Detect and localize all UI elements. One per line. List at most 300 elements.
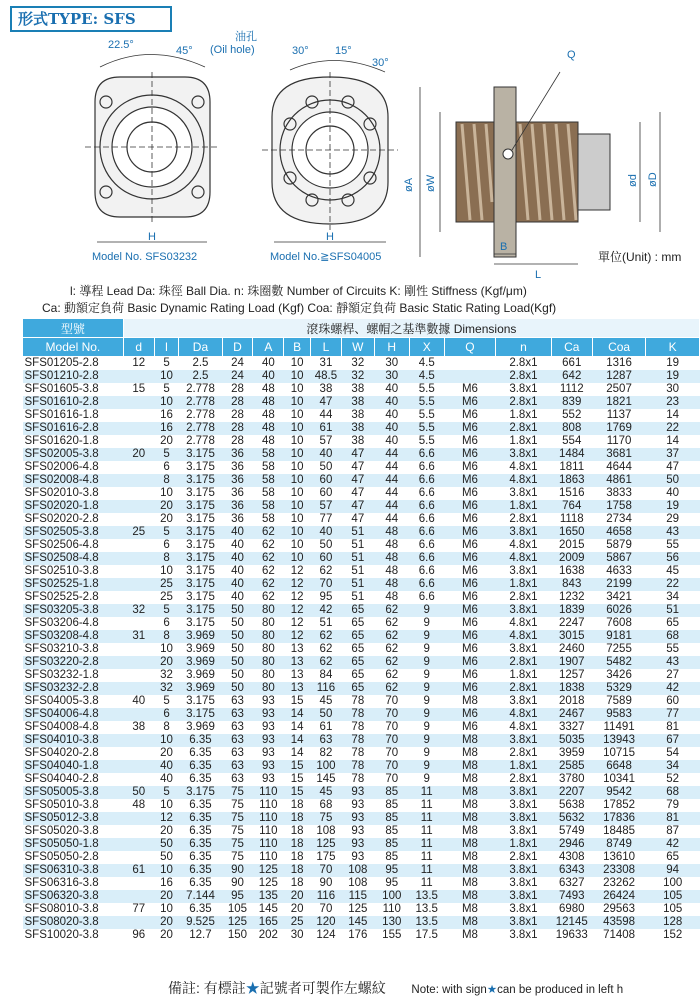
table-cell: 116 — [311, 890, 342, 903]
table-cell: 44 — [385, 487, 399, 499]
table-cell — [123, 513, 154, 526]
table-cell: 5.5 — [418, 435, 435, 447]
table-cell: 93 — [351, 851, 365, 863]
table-cell: 661 — [562, 357, 582, 369]
table-cell: 96 — [132, 929, 146, 941]
table-cell: 3426 — [606, 669, 632, 681]
table-cell: 22 — [646, 578, 700, 591]
table-cell: 1838 — [551, 682, 592, 695]
table-cell: 3.969 — [186, 721, 215, 733]
table-cell: 81 — [666, 721, 680, 733]
table-cell: 10 — [160, 799, 173, 811]
table-cell: 13 — [284, 682, 311, 695]
table-cell: 19 — [666, 357, 680, 369]
table-cell: 87 — [666, 825, 680, 837]
column-header-10: Q — [444, 338, 495, 357]
model-header-zh: 型號 — [23, 319, 124, 338]
table-cell: M8 — [461, 851, 478, 863]
table-cell: 32 — [351, 357, 365, 369]
table-cell: 9 — [409, 734, 444, 747]
table-cell: 3.175 — [186, 565, 215, 577]
table-cell: M6 — [461, 513, 478, 525]
table-cell: 2.778 — [179, 396, 222, 409]
table-cell: 43 — [646, 656, 700, 669]
table-cell: 202 — [258, 929, 278, 941]
table-cell: 38 — [132, 721, 146, 733]
table-cell: 47 — [351, 487, 365, 499]
table-cell: 145 — [258, 903, 278, 915]
table-cell: 2.8x1 — [509, 851, 538, 863]
table-cell: 56 — [646, 552, 700, 565]
table-cell: 115 — [341, 890, 374, 903]
table-cell: 8 — [154, 474, 179, 487]
table-cell: 65 — [341, 630, 374, 643]
table-cell: M8 — [461, 929, 478, 941]
table-cell: 68 — [319, 799, 333, 811]
table-cell: M6 — [444, 578, 495, 591]
table-cell: 65 — [666, 851, 680, 863]
table-cell: 6 — [163, 461, 170, 473]
table-cell: 90 — [222, 864, 253, 877]
table-cell: 20 — [284, 890, 311, 903]
table-cell — [123, 682, 154, 695]
table-cell: 12 — [132, 357, 146, 369]
table-row — [23, 877, 700, 890]
table-cell — [123, 643, 154, 656]
table-cell: 1.8x1 — [496, 760, 552, 773]
column-header-5: B — [284, 338, 311, 357]
table-cell: 32 — [123, 604, 154, 617]
table-row — [23, 656, 700, 669]
table-cell: 20 — [154, 916, 179, 929]
table-cell: 51 — [341, 552, 374, 565]
table-cell: 11 — [409, 864, 444, 877]
table-cell: 60 — [311, 474, 342, 487]
table-cell: 95 — [319, 591, 333, 603]
table-cell: 48 — [253, 422, 284, 435]
table-cell: 6343 — [551, 864, 592, 877]
table-cell: 6.6 — [409, 552, 444, 565]
table-cell: 2467 — [551, 708, 592, 721]
table-cell: 42 — [311, 604, 342, 617]
table-cell: 11 — [420, 851, 433, 863]
table-cell: 63 — [222, 760, 253, 773]
table-row — [23, 721, 700, 734]
model-cell: SFS02505-3.8 — [23, 526, 124, 539]
table-cell: 10 — [290, 357, 304, 369]
table-cell: 78 — [341, 734, 374, 747]
table-cell — [123, 669, 154, 682]
table-cell: 38 — [351, 409, 365, 421]
table-cell: 17.5 — [415, 929, 438, 941]
table-cell: 3.8x1 — [509, 695, 538, 707]
table-cell: 9583 — [592, 708, 645, 721]
table-cell: 3.8x1 — [509, 825, 538, 837]
table-cell: 10 — [290, 409, 304, 421]
table-row — [23, 513, 700, 526]
table-cell: 18 — [290, 825, 304, 837]
table-cell: 3.8x1 — [496, 864, 552, 877]
table-cell: 62 — [374, 604, 409, 617]
column-header-8: H — [374, 338, 409, 357]
table-cell: 2507 — [606, 383, 632, 395]
table-cell: 65 — [666, 617, 680, 629]
table-cell: 12 — [154, 812, 179, 825]
table-cell: 17852 — [603, 799, 636, 811]
table-row — [23, 604, 700, 617]
table-cell: 6.35 — [179, 838, 222, 851]
table-row — [23, 812, 700, 825]
table-cell: 5 — [154, 526, 179, 539]
model-cell: SFS04020-2.8 — [24, 747, 99, 759]
legend — [22, 283, 694, 317]
table-cell — [123, 539, 154, 552]
table-cell: 7493 — [551, 890, 592, 903]
table-cell: M8 — [461, 747, 478, 759]
table-cell: 18485 — [603, 825, 636, 837]
model-cell: SFS03232-2.8 — [23, 682, 124, 695]
table-cell: 28 — [222, 396, 253, 409]
footer-note — [168, 978, 700, 998]
table-cell: 2199 — [592, 578, 645, 591]
table-row — [23, 734, 700, 747]
table-cell: 48 — [132, 799, 146, 811]
table-cell: 6.35 — [189, 825, 212, 837]
table-cell: 67 — [646, 734, 700, 747]
table-cell: 50 — [222, 604, 253, 617]
table-cell: 50 — [154, 838, 179, 851]
table-cell: 12145 — [551, 916, 592, 929]
b-dimension: B — [500, 241, 508, 253]
table-cell: 3780 — [558, 773, 585, 785]
table-cell: 110 — [253, 812, 284, 825]
table-cell: 3.8x1 — [509, 903, 538, 915]
table-cell: 105 — [663, 903, 683, 915]
table-cell: 6.35 — [189, 799, 212, 811]
table-row — [23, 864, 700, 877]
table-cell: 124 — [316, 929, 336, 941]
table-cell: M6 — [444, 526, 495, 539]
model-cell: SFS02010-3.8 — [24, 487, 99, 499]
table-cell: 10 — [154, 370, 179, 383]
table-cell: 7589 — [606, 695, 632, 707]
table-cell: 25 — [154, 578, 179, 591]
table-cell: 4658 — [592, 526, 645, 539]
table-cell: 23308 — [592, 864, 645, 877]
table-cell: 38 — [341, 396, 374, 409]
table-cell: 48 — [374, 526, 409, 539]
q-label: Q — [567, 49, 576, 61]
model-cell: SFS06320-3.8 — [23, 890, 124, 903]
table-cell: 6.35 — [179, 812, 222, 825]
a-dimension: øA — [403, 177, 415, 192]
model-cell: SFS03206-4.8 — [24, 617, 99, 629]
table-cell: 12.7 — [189, 929, 212, 941]
table-row — [23, 409, 700, 422]
table-cell: 1821 — [592, 396, 645, 409]
table-cell: 116 — [311, 682, 342, 695]
table-cell — [123, 396, 154, 409]
table-cell: 24 — [222, 370, 253, 383]
table-cell: 5035 — [551, 734, 592, 747]
table-cell: M6 — [461, 435, 478, 447]
table-cell: 40 — [132, 695, 146, 707]
table-cell: 125 — [348, 903, 368, 915]
table-cell: 58 — [261, 487, 275, 499]
table-cell: 40 — [231, 539, 244, 551]
table-cell: 2018 — [558, 695, 585, 707]
table-cell: 6.6 — [409, 448, 444, 461]
table-cell: 48 — [385, 565, 399, 577]
table-cell: 5867 — [592, 552, 645, 565]
table-cell: 12 — [290, 617, 304, 629]
table-cell: M6 — [461, 461, 478, 473]
table-cell: 77 — [646, 708, 700, 721]
table-cell — [444, 357, 495, 371]
table-cell: 3.8x1 — [509, 929, 538, 941]
table-cell: 62 — [261, 539, 275, 551]
table-cell: 10 — [160, 903, 173, 915]
table-cell: 75 — [311, 812, 342, 825]
table-cell: 60 — [666, 695, 680, 707]
table-cell: 11 — [420, 877, 433, 889]
table-row — [23, 929, 700, 942]
table-cell: 6.35 — [189, 903, 212, 915]
table-cell: 130 — [374, 916, 409, 929]
table-cell: 20 — [160, 513, 173, 525]
table-cell: 14 — [284, 708, 311, 721]
table-cell: 1638 — [558, 565, 585, 577]
table-row — [23, 773, 700, 786]
column-header-6: L — [311, 338, 342, 357]
model-cell: SFS01210-2.8 — [23, 370, 124, 383]
table-cell: 23262 — [603, 877, 636, 889]
table-cell: 175 — [316, 851, 336, 863]
table-cell: 62 — [261, 591, 275, 603]
table-cell: 9.525 — [179, 916, 222, 929]
footer-zh-prefix: 備註: 有標註 — [168, 980, 246, 996]
table-cell: 2946 — [551, 838, 592, 851]
table-cell: 17836 — [592, 812, 645, 825]
table-cell: 42 — [646, 838, 700, 851]
table-cell: 50 — [319, 539, 333, 551]
table-row — [23, 448, 700, 461]
table-cell: 18 — [284, 864, 311, 877]
table-cell: 93 — [253, 760, 284, 773]
table-cell: 1907 — [551, 656, 592, 669]
table-cell: 5.5 — [418, 383, 435, 395]
table-cell: 93 — [261, 773, 275, 785]
table-cell: 15 — [290, 695, 304, 707]
w-dimension: øW — [425, 174, 437, 192]
angle-22-5-label: 22.5° — [108, 39, 134, 51]
table-cell: 3.969 — [179, 682, 222, 695]
table-cell: 2.778 — [179, 422, 222, 435]
table-cell: 11 — [420, 825, 433, 837]
table-cell: 6.6 — [418, 539, 435, 551]
table-cell: 93 — [341, 812, 374, 825]
table-row — [23, 760, 700, 773]
table-cell: 3.175 — [179, 500, 222, 513]
table-cell: 128 — [646, 916, 700, 929]
table-cell: 40 — [311, 448, 342, 461]
table-cell: 10 — [290, 461, 304, 473]
table-cell: 3.8x1 — [509, 565, 538, 577]
table-cell: 5 — [154, 448, 179, 461]
table-cell: 20 — [154, 500, 179, 513]
table-cell — [123, 500, 154, 513]
model-cell: SFS08010-3.8 — [24, 903, 99, 915]
table-cell: 3.8x1 — [496, 786, 552, 799]
table-cell: 84 — [319, 669, 333, 681]
h-dimension-left: H — [148, 231, 156, 243]
table-cell: 47 — [341, 448, 374, 461]
table-cell: 808 — [551, 422, 592, 435]
table-cell: 44 — [374, 448, 409, 461]
table-cell: 150 — [227, 929, 248, 941]
model-cell: SFS03210-3.8 — [24, 643, 99, 655]
table-cell: 62 — [261, 565, 275, 577]
table-cell: 3.969 — [179, 656, 222, 669]
table-row — [23, 435, 700, 448]
table-cell: 20 — [160, 929, 173, 941]
table-cell: 1.8x1 — [496, 838, 552, 851]
table-cell: 9 — [423, 695, 430, 707]
table-cell: 8 — [154, 552, 179, 565]
table-cell: 70 — [385, 747, 399, 759]
table-cell: 51 — [351, 591, 365, 603]
table-cell: 31 — [319, 357, 333, 369]
table-cell: 75 — [231, 825, 244, 837]
table-cell: 48 — [261, 409, 275, 421]
table-cell: 70 — [374, 760, 409, 773]
table-cell: 79 — [666, 799, 680, 811]
table-cell: 7.144 — [179, 890, 222, 903]
model-cell: SFS04010-3.8 — [23, 734, 124, 747]
table-cell: 5 — [154, 604, 179, 617]
table-cell: 78 — [351, 747, 365, 759]
table-row — [23, 422, 700, 435]
table-cell: 12 — [290, 591, 304, 603]
model-cell: SFS03205-3.8 — [23, 604, 124, 617]
table-cell: 9 — [409, 682, 444, 695]
table-cell: 10 — [284, 422, 311, 435]
table-cell: 47 — [351, 461, 365, 473]
technical-drawings — [0, 31, 700, 281]
table-cell: 6.6 — [409, 526, 444, 539]
table-cell: M8 — [461, 695, 478, 707]
table-row — [23, 695, 700, 708]
table-row — [23, 370, 700, 383]
table-cell: M6 — [461, 617, 478, 629]
table-cell: 6.35 — [189, 877, 212, 889]
model-cell: SFS06310-3.8 — [23, 864, 124, 877]
table-cell: 4.5 — [418, 357, 435, 369]
table-cell: 12 — [284, 578, 311, 591]
table-cell: 6.35 — [189, 747, 212, 759]
table-cell: 80 — [261, 669, 275, 681]
table-cell: 71408 — [603, 929, 636, 941]
table-cell: 29 — [666, 513, 680, 525]
table-cell: 11 — [420, 799, 433, 811]
table-cell: 155 — [382, 929, 402, 941]
table-cell: 2.8x1 — [509, 513, 538, 525]
table-row — [23, 890, 700, 903]
table-cell: 1769 — [592, 422, 645, 435]
table-cell: 28 — [231, 409, 244, 421]
table-cell: 1.8x1 — [509, 409, 538, 421]
table-cell: 120 — [311, 916, 342, 929]
table-row — [23, 682, 700, 695]
table-cell: 50 — [222, 682, 253, 695]
table-cell: 3.175 — [186, 695, 215, 707]
table-cell: 839 — [551, 396, 592, 409]
footer-note-zh — [168, 980, 386, 996]
table-cell: 108 — [348, 877, 368, 889]
table-cell: M8 — [461, 877, 478, 889]
table-cell: 10 — [160, 565, 173, 577]
table-cell: 4.8x1 — [509, 617, 538, 629]
table-cell: 85 — [385, 825, 399, 837]
table-cell: 6648 — [592, 760, 645, 773]
table-row — [23, 708, 700, 721]
table-cell: 9 — [409, 604, 444, 617]
table-cell: M6 — [444, 474, 495, 487]
table-cell: 48 — [261, 383, 275, 395]
table-cell: 2.8x1 — [496, 422, 552, 435]
table-cell: 12 — [284, 604, 311, 617]
table-cell: 6.35 — [179, 734, 222, 747]
table-cell: 165 — [253, 916, 284, 929]
table-cell: 38 — [341, 422, 374, 435]
table-cell: 3.8x1 — [496, 604, 552, 617]
table-row — [23, 461, 700, 474]
table-cell: M8 — [461, 825, 478, 837]
table-cell: 48 — [385, 591, 399, 603]
table-cell: M8 — [444, 838, 495, 851]
table-cell: 62 — [385, 669, 399, 681]
table-cell: 40 — [374, 396, 409, 409]
table-cell: 20 — [154, 656, 179, 669]
d-dimension: ød — [627, 174, 639, 187]
table-cell: M8 — [461, 903, 478, 915]
table-cell: 40 — [374, 422, 409, 435]
model-cell: SFS02008-4.8 — [23, 474, 124, 487]
table-cell: 63 — [311, 734, 342, 747]
table-cell: 2.8x1 — [496, 656, 552, 669]
table-cell: 5638 — [558, 799, 585, 811]
table-cell: 2.5 — [192, 357, 209, 369]
table-row — [23, 903, 700, 916]
table-cell: 51 — [351, 565, 365, 577]
table-cell: 5 — [163, 383, 170, 395]
table-cell: M6 — [444, 630, 495, 643]
table-cell: 30 — [666, 383, 680, 395]
table-cell: 1232 — [558, 591, 585, 603]
type-title: 形式TYPE: SFS — [10, 6, 172, 32]
table-cell: 2.5 — [179, 370, 222, 383]
table-cell: 78 — [341, 708, 374, 721]
table-cell: 11 — [409, 838, 444, 851]
table-cell: 43598 — [592, 916, 645, 929]
table-cell: 5.5 — [409, 396, 444, 409]
table-cell: 62 — [311, 630, 342, 643]
table-cell: 11491 — [603, 721, 635, 733]
table-cell: 3.8x1 — [496, 734, 552, 747]
table-cell: 65 — [341, 604, 374, 617]
table-cell: 4.8x1 — [509, 721, 538, 733]
model-cell: SFS02510-3.8 — [24, 565, 99, 577]
